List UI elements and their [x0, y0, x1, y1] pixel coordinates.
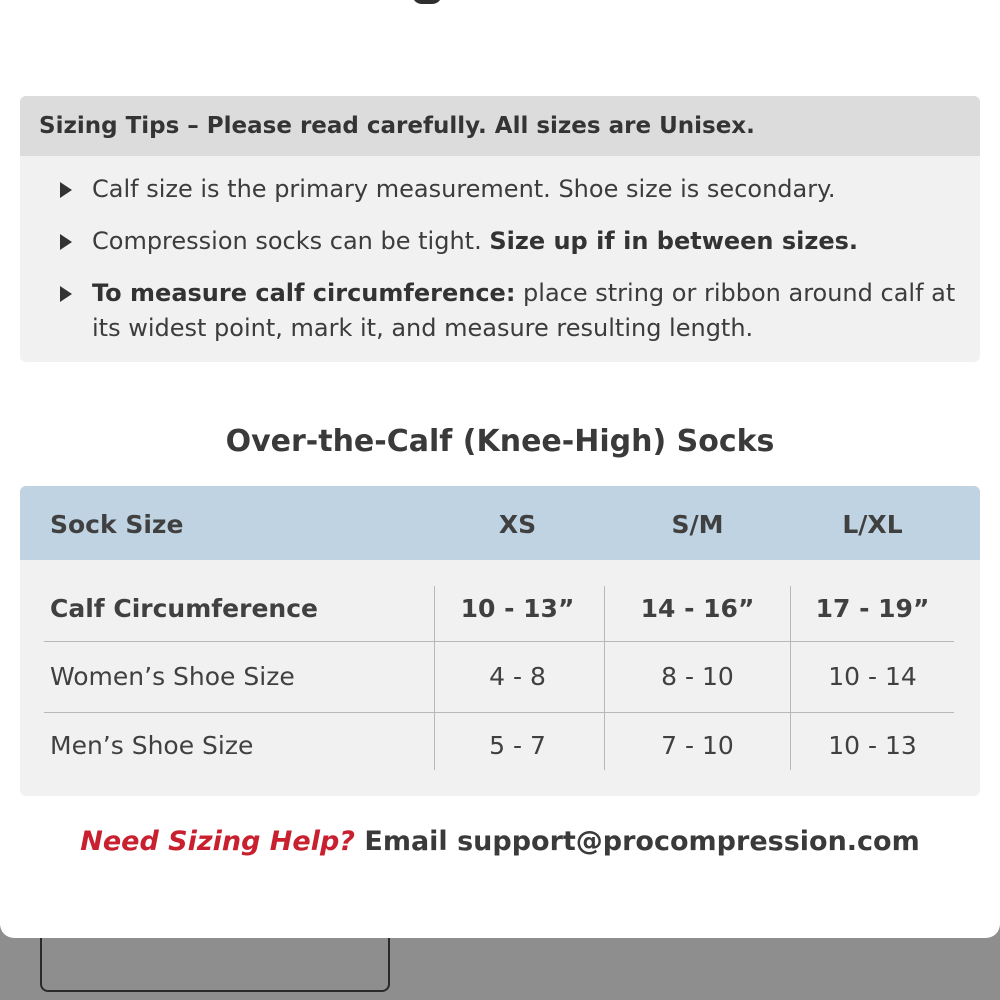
row-divider [44, 641, 954, 642]
row-label-mens-shoe-size: Men’s Shoe Size [50, 731, 254, 760]
table-cell: 14 - 16” [640, 594, 755, 623]
sizing-tips-panel [20, 96, 980, 362]
bullet-arrow-icon [60, 182, 72, 198]
sizing-help-lead: Need Sizing Help? [80, 826, 355, 857]
underlying-element-outline [40, 938, 390, 992]
table-header-row [20, 486, 980, 560]
bullet-arrow-icon [60, 234, 72, 250]
table-cell: 10 - 13 [828, 731, 917, 760]
support-email-link[interactable]: Email support@procompression.com [354, 826, 920, 857]
tip-emphasis: To measure calf circumference: [92, 279, 516, 307]
table-cell: 8 - 10 [661, 662, 734, 691]
chart-title: Over-the-Calf (Knee-High) Socks [225, 424, 775, 459]
size-table [20, 486, 980, 796]
table-cell: 10 - 13” [460, 594, 575, 623]
tip-text: Compression socks can be tight. Size up if in between sizes. [92, 227, 859, 255]
tip-text: To measure calf circumference: place string or ribbon around calf at its widest point, mark it, and measure resulting length. [92, 279, 956, 342]
header-xs: XS [498, 510, 537, 539]
tip-text: Calf size is the primary measurement. Shoe size is secondary. [92, 175, 836, 203]
row-label-womens-shoe-size: Women’s Shoe Size [50, 662, 295, 691]
tip-emphasis: Size up if in between sizes. [489, 227, 859, 255]
header-lxl: L/XL [842, 510, 903, 539]
row-divider [44, 712, 954, 713]
sizing-help [0, 826, 1000, 857]
header-sm: S/M [671, 510, 724, 539]
table-cell: 5 - 7 [489, 731, 546, 760]
table-cell: 7 - 10 [661, 731, 734, 760]
row-label-calf-circumference: Calf Circumference [50, 594, 318, 623]
cropped-heading-glyph [412, 0, 442, 4]
sizing-tips-header: Sizing Tips – Please read carefully. All sizes are Unisex. [20, 96, 980, 156]
table-cell: 17 - 19” [815, 594, 930, 623]
table-cell: 4 - 8 [489, 662, 546, 691]
bullet-arrow-icon [60, 286, 72, 302]
table-cell: 10 - 14 [828, 662, 917, 691]
header-sock-size: Sock Size [50, 510, 184, 539]
